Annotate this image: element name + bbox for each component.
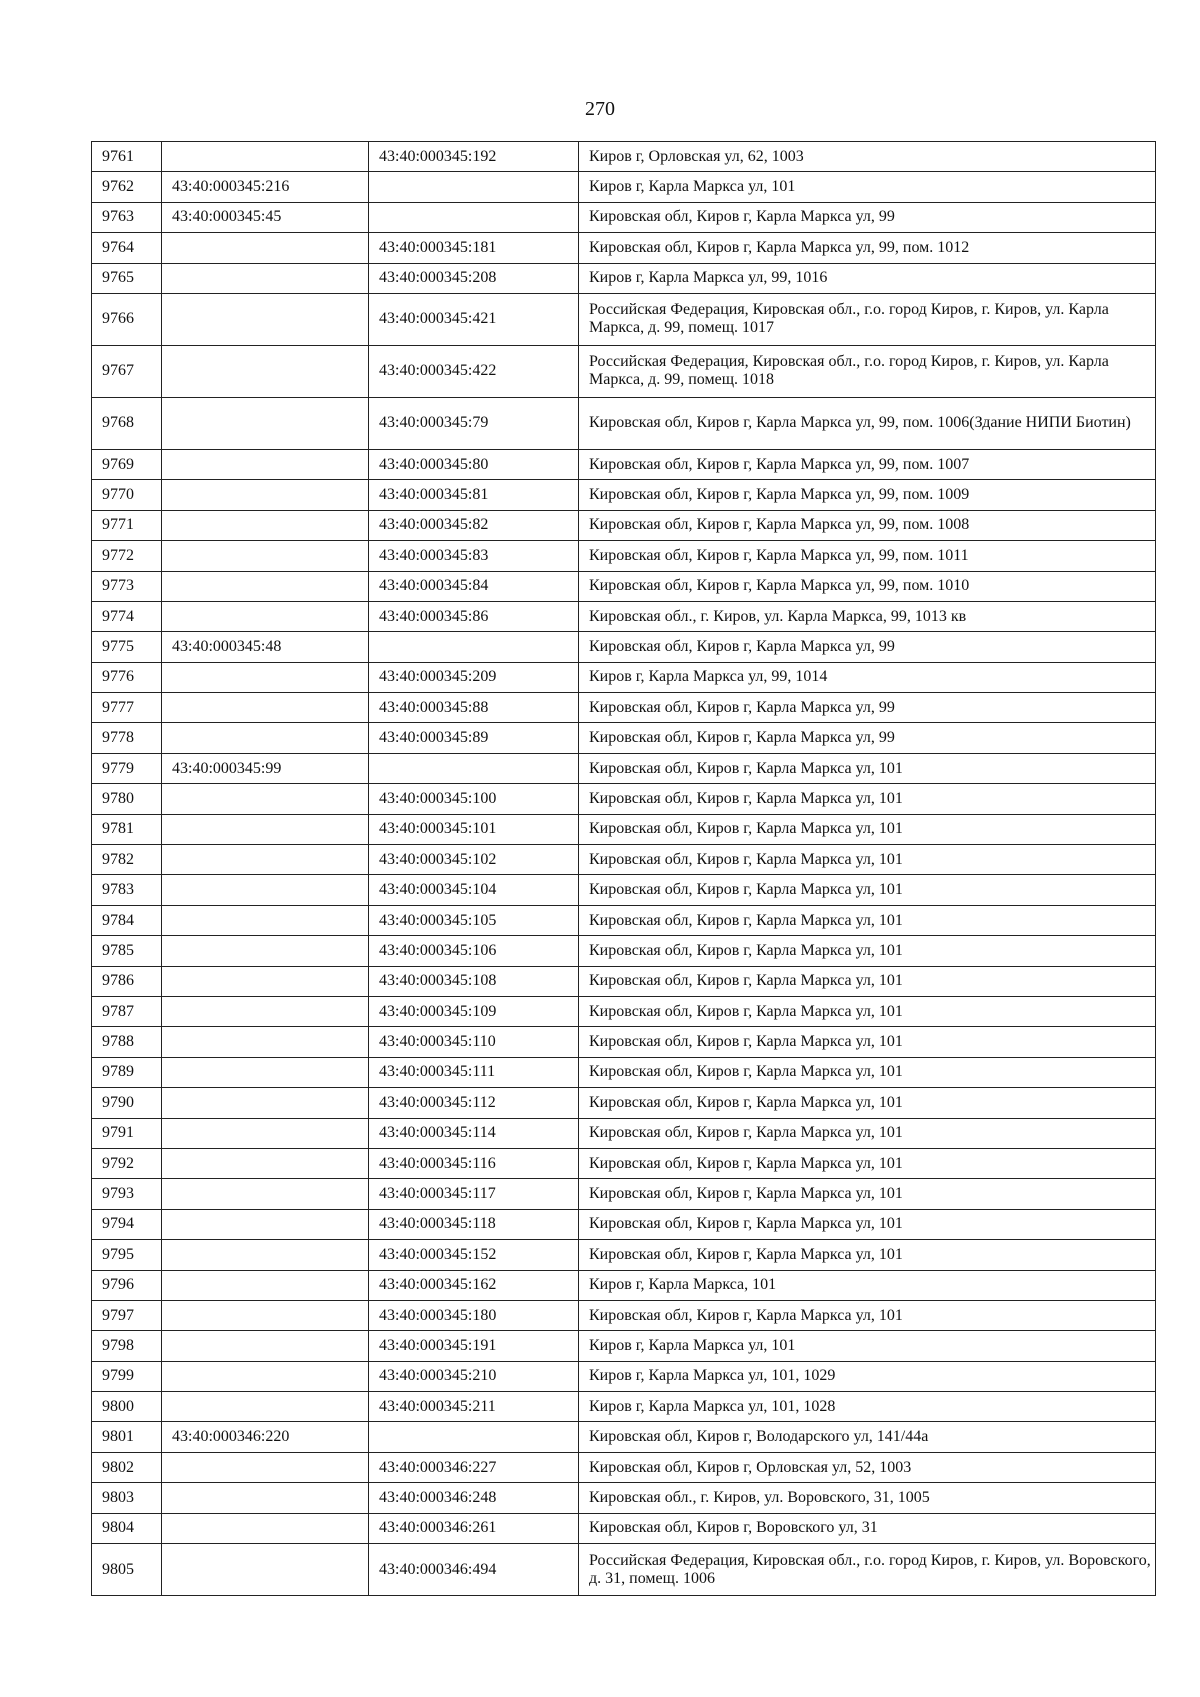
premises-cadastral-number-cell: 43:40:000345:80 xyxy=(369,449,579,479)
address-cell: Кировская обл, Киров г, Карла Маркса ул, 101 xyxy=(579,1240,1156,1270)
premises-cadastral-number-cell xyxy=(369,202,579,232)
premises-cadastral-number-cell: 43:40:000345:83 xyxy=(369,541,579,571)
row-number-cell: 9801 xyxy=(92,1422,162,1452)
row-number-cell: 9779 xyxy=(92,753,162,783)
row-number-cell: 9770 xyxy=(92,480,162,510)
land-cadastral-number-cell xyxy=(162,1331,369,1361)
address-cell: Кировская обл, Киров г, Карла Маркса ул, 99 xyxy=(579,723,1156,753)
row-number-cell: 9787 xyxy=(92,996,162,1026)
table-row xyxy=(92,1057,1156,1087)
premises-cadastral-number-cell xyxy=(369,1422,579,1452)
row-number-cell: 9781 xyxy=(92,814,162,844)
table-row xyxy=(92,1209,1156,1239)
table-row xyxy=(92,1300,1156,1330)
row-number-cell: 9800 xyxy=(92,1392,162,1422)
premises-cadastral-number-cell: 43:40:000345:82 xyxy=(369,510,579,540)
table-row xyxy=(92,172,1156,202)
land-cadastral-number-cell xyxy=(162,845,369,875)
row-number-cell: 9761 xyxy=(92,142,162,172)
address-cell: Кировская обл, Киров г, Карла Маркса ул, 99, пом. 1006(Здание НИПИ Биотин) xyxy=(579,397,1156,449)
premises-cadastral-number-cell: 43:40:000345:109 xyxy=(369,996,579,1026)
premises-cadastral-number-cell: 43:40:000345:209 xyxy=(369,662,579,692)
land-cadastral-number-cell xyxy=(162,1209,369,1239)
row-number-cell: 9784 xyxy=(92,905,162,935)
premises-cadastral-number-cell: 43:40:000345:104 xyxy=(369,875,579,905)
premises-cadastral-number-cell: 43:40:000345:181 xyxy=(369,233,579,263)
land-cadastral-number-cell xyxy=(162,662,369,692)
table-row xyxy=(92,753,1156,783)
registry-table xyxy=(91,141,1156,1596)
land-cadastral-number-cell xyxy=(162,263,369,293)
land-cadastral-number-cell xyxy=(162,345,369,397)
table-row xyxy=(92,1513,1156,1543)
table-row xyxy=(92,1027,1156,1057)
land-cadastral-number-cell: 43:40:000345:216 xyxy=(162,172,369,202)
premises-cadastral-number-cell: 43:40:000345:88 xyxy=(369,693,579,723)
table-row xyxy=(92,693,1156,723)
premises-cadastral-number-cell: 43:40:000345:101 xyxy=(369,814,579,844)
address-cell: Кировская обл, Киров г, Орловская ул, 52, 1003 xyxy=(579,1452,1156,1482)
table-row xyxy=(92,263,1156,293)
address-cell: Кировская обл, Киров г, Карла Маркса ул, 101 xyxy=(579,905,1156,935)
row-number-cell: 9795 xyxy=(92,1240,162,1270)
table-row xyxy=(92,996,1156,1026)
land-cadastral-number-cell xyxy=(162,541,369,571)
table-row xyxy=(92,571,1156,601)
premises-cadastral-number-cell: 43:40:000345:84 xyxy=(369,571,579,601)
land-cadastral-number-cell xyxy=(162,1513,369,1543)
premises-cadastral-number-cell: 43:40:000345:191 xyxy=(369,1331,579,1361)
row-number-cell: 9790 xyxy=(92,1088,162,1118)
row-number-cell: 9793 xyxy=(92,1179,162,1209)
table-row xyxy=(92,1483,1156,1513)
address-cell: Кировская обл, Киров г, Карла Маркса ул, 101 xyxy=(579,1118,1156,1148)
table-row xyxy=(92,1118,1156,1148)
land-cadastral-number-cell xyxy=(162,293,369,345)
address-cell: Кировская обл, Киров г, Карла Маркса ул, 99, пом. 1008 xyxy=(579,510,1156,540)
premises-cadastral-number-cell: 43:40:000345:105 xyxy=(369,905,579,935)
land-cadastral-number-cell xyxy=(162,571,369,601)
land-cadastral-number-cell xyxy=(162,1392,369,1422)
premises-cadastral-number-cell xyxy=(369,632,579,662)
premises-cadastral-number-cell: 43:40:000346:261 xyxy=(369,1513,579,1543)
table-row xyxy=(92,510,1156,540)
premises-cadastral-number-cell: 43:40:000345:210 xyxy=(369,1361,579,1391)
land-cadastral-number-cell xyxy=(162,397,369,449)
table-row xyxy=(92,936,1156,966)
premises-cadastral-number-cell: 43:40:000345:208 xyxy=(369,263,579,293)
land-cadastral-number-cell xyxy=(162,693,369,723)
address-cell: Кировская обл, Киров г, Карла Маркса ул, 101 xyxy=(579,996,1156,1026)
row-number-cell: 9763 xyxy=(92,202,162,232)
address-cell: Кировская обл, Киров г, Карла Маркса ул, 99 xyxy=(579,693,1156,723)
address-cell: Кировская обл, Киров г, Карла Маркса ул, 101 xyxy=(579,784,1156,814)
land-cadastral-number-cell xyxy=(162,142,369,172)
land-cadastral-number-cell xyxy=(162,1148,369,1178)
address-cell: Киров г, Карла Маркса ул, 101, 1028 xyxy=(579,1392,1156,1422)
table-row xyxy=(92,480,1156,510)
row-number-cell: 9785 xyxy=(92,936,162,966)
table-row xyxy=(92,1544,1156,1596)
table-row xyxy=(92,1270,1156,1300)
row-number-cell: 9764 xyxy=(92,233,162,263)
page-number: 270 xyxy=(585,98,615,120)
address-cell: Кировская обл, Киров г, Карла Маркса ул, 99, пом. 1009 xyxy=(579,480,1156,510)
row-number-cell: 9799 xyxy=(92,1361,162,1391)
table-row xyxy=(92,1148,1156,1178)
row-number-cell: 9765 xyxy=(92,263,162,293)
address-cell: Российская Федерация, Кировская обл., г.о. город Киров, г. Киров, ул. Воровского, д. 31, помещ. 1006 xyxy=(579,1544,1156,1596)
address-cell: Киров г, Орловская ул, 62, 1003 xyxy=(579,142,1156,172)
row-number-cell: 9782 xyxy=(92,845,162,875)
premises-cadastral-number-cell: 43:40:000345:192 xyxy=(369,142,579,172)
land-cadastral-number-cell xyxy=(162,723,369,753)
premises-cadastral-number-cell: 43:40:000345:102 xyxy=(369,845,579,875)
table-row xyxy=(92,142,1156,172)
premises-cadastral-number-cell: 43:40:000345:422 xyxy=(369,345,579,397)
premises-cadastral-number-cell: 43:40:000346:248 xyxy=(369,1483,579,1513)
row-number-cell: 9794 xyxy=(92,1209,162,1239)
premises-cadastral-number-cell: 43:40:000345:118 xyxy=(369,1209,579,1239)
premises-cadastral-number-cell: 43:40:000345:110 xyxy=(369,1027,579,1057)
address-cell: Кировская обл, Киров г, Воровского ул, 31 xyxy=(579,1513,1156,1543)
row-number-cell: 9771 xyxy=(92,510,162,540)
land-cadastral-number-cell xyxy=(162,814,369,844)
row-number-cell: 9773 xyxy=(92,571,162,601)
land-cadastral-number-cell: 43:40:000345:45 xyxy=(162,202,369,232)
premises-cadastral-number-cell: 43:40:000345:421 xyxy=(369,293,579,345)
premises-cadastral-number-cell: 43:40:000345:108 xyxy=(369,966,579,996)
address-cell: Кировская обл, Киров г, Карла Маркса ул, 101 xyxy=(579,1148,1156,1178)
address-cell: Кировская обл, Киров г, Карла Маркса ул, 99, пом. 1012 xyxy=(579,233,1156,263)
address-cell: Киров г, Карла Маркса ул, 99, 1014 xyxy=(579,662,1156,692)
table-row xyxy=(92,449,1156,479)
premises-cadastral-number-cell: 43:40:000345:116 xyxy=(369,1148,579,1178)
table-row xyxy=(92,1392,1156,1422)
row-number-cell: 9789 xyxy=(92,1057,162,1087)
address-cell: Киров г, Карла Маркса ул, 99, 1016 xyxy=(579,263,1156,293)
premises-cadastral-number-cell: 43:40:000345:162 xyxy=(369,1270,579,1300)
row-number-cell: 9791 xyxy=(92,1118,162,1148)
address-cell: Кировская обл, Киров г, Карла Маркса ул, 101 xyxy=(579,753,1156,783)
address-cell: Кировская обл., г. Киров, ул. Воровского, 31, 1005 xyxy=(579,1483,1156,1513)
address-cell: Кировская обл, Киров г, Карла Маркса ул, 101 xyxy=(579,936,1156,966)
row-number-cell: 9792 xyxy=(92,1148,162,1178)
land-cadastral-number-cell: 43:40:000345:48 xyxy=(162,632,369,662)
land-cadastral-number-cell xyxy=(162,1118,369,1148)
table-row xyxy=(92,601,1156,631)
land-cadastral-number-cell: 43:40:000346:220 xyxy=(162,1422,369,1452)
row-number-cell: 9768 xyxy=(92,397,162,449)
address-cell: Кировская обл, Киров г, Карла Маркса ул, 101 xyxy=(579,1088,1156,1118)
premises-cadastral-number-cell: 43:40:000346:494 xyxy=(369,1544,579,1596)
row-number-cell: 9797 xyxy=(92,1300,162,1330)
land-cadastral-number-cell xyxy=(162,1544,369,1596)
row-number-cell: 9774 xyxy=(92,601,162,631)
table-row xyxy=(92,814,1156,844)
row-number-cell: 9803 xyxy=(92,1483,162,1513)
address-cell: Кировская обл, Киров г, Карла Маркса ул, 101 xyxy=(579,1179,1156,1209)
premises-cadastral-number-cell: 43:40:000345:106 xyxy=(369,936,579,966)
table-row xyxy=(92,1422,1156,1452)
premises-cadastral-number-cell xyxy=(369,753,579,783)
address-cell: Кировская обл, Киров г, Карла Маркса ул, 101 xyxy=(579,966,1156,996)
row-number-cell: 9786 xyxy=(92,966,162,996)
row-number-cell: 9780 xyxy=(92,784,162,814)
table-row xyxy=(92,397,1156,449)
address-cell: Киров г, Карла Маркса ул, 101 xyxy=(579,1331,1156,1361)
premises-cadastral-number-cell: 43:40:000345:180 xyxy=(369,1300,579,1330)
row-number-cell: 9772 xyxy=(92,541,162,571)
land-cadastral-number-cell xyxy=(162,996,369,1026)
address-cell: Кировская обл, Киров г, Карла Маркса ул, 99, пом. 1011 xyxy=(579,541,1156,571)
premises-cadastral-number-cell: 43:40:000345:114 xyxy=(369,1118,579,1148)
table-row xyxy=(92,723,1156,753)
row-number-cell: 9767 xyxy=(92,345,162,397)
land-cadastral-number-cell xyxy=(162,875,369,905)
address-cell: Киров г, Карла Маркса ул, 101, 1029 xyxy=(579,1361,1156,1391)
address-cell: Кировская обл, Киров г, Володарского ул, 141/44а xyxy=(579,1422,1156,1452)
address-cell: Кировская обл, Киров г, Карла Маркса ул, 99, пом. 1010 xyxy=(579,571,1156,601)
table-row xyxy=(92,1179,1156,1209)
land-cadastral-number-cell xyxy=(162,601,369,631)
land-cadastral-number-cell xyxy=(162,1300,369,1330)
premises-cadastral-number-cell: 43:40:000345:211 xyxy=(369,1392,579,1422)
land-cadastral-number-cell xyxy=(162,449,369,479)
land-cadastral-number-cell xyxy=(162,1027,369,1057)
row-number-cell: 9762 xyxy=(92,172,162,202)
row-number-cell: 9769 xyxy=(92,449,162,479)
land-cadastral-number-cell xyxy=(162,1452,369,1482)
premises-cadastral-number-cell: 43:40:000345:112 xyxy=(369,1088,579,1118)
land-cadastral-number-cell xyxy=(162,233,369,263)
land-cadastral-number-cell xyxy=(162,1483,369,1513)
land-cadastral-number-cell: 43:40:000345:99 xyxy=(162,753,369,783)
row-number-cell: 9804 xyxy=(92,1513,162,1543)
land-cadastral-number-cell xyxy=(162,1240,369,1270)
table-row xyxy=(92,1361,1156,1391)
row-number-cell: 9805 xyxy=(92,1544,162,1596)
premises-cadastral-number-cell: 43:40:000345:152 xyxy=(369,1240,579,1270)
premises-cadastral-number-cell: 43:40:000346:227 xyxy=(369,1452,579,1482)
table-row xyxy=(92,1240,1156,1270)
address-cell: Кировская обл, Киров г, Карла Маркса ул, 101 xyxy=(579,845,1156,875)
table-row xyxy=(92,845,1156,875)
table-row xyxy=(92,541,1156,571)
address-cell: Кировская обл., г. Киров, ул. Карла Маркса, 99, 1013 кв xyxy=(579,601,1156,631)
row-number-cell: 9798 xyxy=(92,1331,162,1361)
table-row xyxy=(92,293,1156,345)
address-cell: Киров г, Карла Маркса ул, 101 xyxy=(579,172,1156,202)
address-cell: Кировская обл, Киров г, Карла Маркса ул, 101 xyxy=(579,875,1156,905)
premises-cadastral-number-cell: 43:40:000345:81 xyxy=(369,480,579,510)
address-cell: Кировская обл, Киров г, Карла Маркса ул, 101 xyxy=(579,1057,1156,1087)
row-number-cell: 9783 xyxy=(92,875,162,905)
table-row xyxy=(92,905,1156,935)
table-row xyxy=(92,1088,1156,1118)
address-cell: Кировская обл, Киров г, Карла Маркса ул, 101 xyxy=(579,814,1156,844)
land-cadastral-number-cell xyxy=(162,936,369,966)
premises-cadastral-number-cell: 43:40:000345:117 xyxy=(369,1179,579,1209)
land-cadastral-number-cell xyxy=(162,1057,369,1087)
table-row xyxy=(92,202,1156,232)
land-cadastral-number-cell xyxy=(162,966,369,996)
table-row xyxy=(92,345,1156,397)
table-row xyxy=(92,1331,1156,1361)
premises-cadastral-number-cell: 43:40:000345:86 xyxy=(369,601,579,631)
table-row xyxy=(92,966,1156,996)
row-number-cell: 9775 xyxy=(92,632,162,662)
row-number-cell: 9778 xyxy=(92,723,162,753)
row-number-cell: 9802 xyxy=(92,1452,162,1482)
land-cadastral-number-cell xyxy=(162,1179,369,1209)
land-cadastral-number-cell xyxy=(162,1088,369,1118)
table-row xyxy=(92,632,1156,662)
premises-cadastral-number-cell xyxy=(369,172,579,202)
row-number-cell: 9788 xyxy=(92,1027,162,1057)
land-cadastral-number-cell xyxy=(162,510,369,540)
premises-cadastral-number-cell: 43:40:000345:89 xyxy=(369,723,579,753)
premises-cadastral-number-cell: 43:40:000345:79 xyxy=(369,397,579,449)
land-cadastral-number-cell xyxy=(162,784,369,814)
address-cell: Кировская обл, Киров г, Карла Маркса ул, 101 xyxy=(579,1300,1156,1330)
premises-cadastral-number-cell: 43:40:000345:111 xyxy=(369,1057,579,1087)
address-cell: Киров г, Карла Маркса, 101 xyxy=(579,1270,1156,1300)
land-cadastral-number-cell xyxy=(162,480,369,510)
premises-cadastral-number-cell: 43:40:000345:100 xyxy=(369,784,579,814)
row-number-cell: 9796 xyxy=(92,1270,162,1300)
row-number-cell: 9776 xyxy=(92,662,162,692)
land-cadastral-number-cell xyxy=(162,905,369,935)
registry-table-body xyxy=(92,142,1156,1596)
address-cell: Кировская обл, Киров г, Карла Маркса ул, 99 xyxy=(579,202,1156,232)
address-cell: Кировская обл, Киров г, Карла Маркса ул, 101 xyxy=(579,1027,1156,1057)
land-cadastral-number-cell xyxy=(162,1361,369,1391)
table-row xyxy=(92,875,1156,905)
table-row xyxy=(92,233,1156,263)
address-cell: Кировская обл, Киров г, Карла Маркса ул, 99 xyxy=(579,632,1156,662)
address-cell: Кировская обл, Киров г, Карла Маркса ул, 101 xyxy=(579,1209,1156,1239)
address-cell: Российская Федерация, Кировская обл., г.о. город Киров, г. Киров, ул. Карла Маркса, д. 99, помещ. 1017 xyxy=(579,293,1156,345)
table-row xyxy=(92,1452,1156,1482)
table-row xyxy=(92,662,1156,692)
row-number-cell: 9777 xyxy=(92,693,162,723)
table-row xyxy=(92,784,1156,814)
address-cell: Кировская обл, Киров г, Карла Маркса ул, 99, пом. 1007 xyxy=(579,449,1156,479)
land-cadastral-number-cell xyxy=(162,1270,369,1300)
row-number-cell: 9766 xyxy=(92,293,162,345)
address-cell: Российская Федерация, Кировская обл., г.о. город Киров, г. Киров, ул. Карла Маркса, д. 99, помещ. 1018 xyxy=(579,345,1156,397)
